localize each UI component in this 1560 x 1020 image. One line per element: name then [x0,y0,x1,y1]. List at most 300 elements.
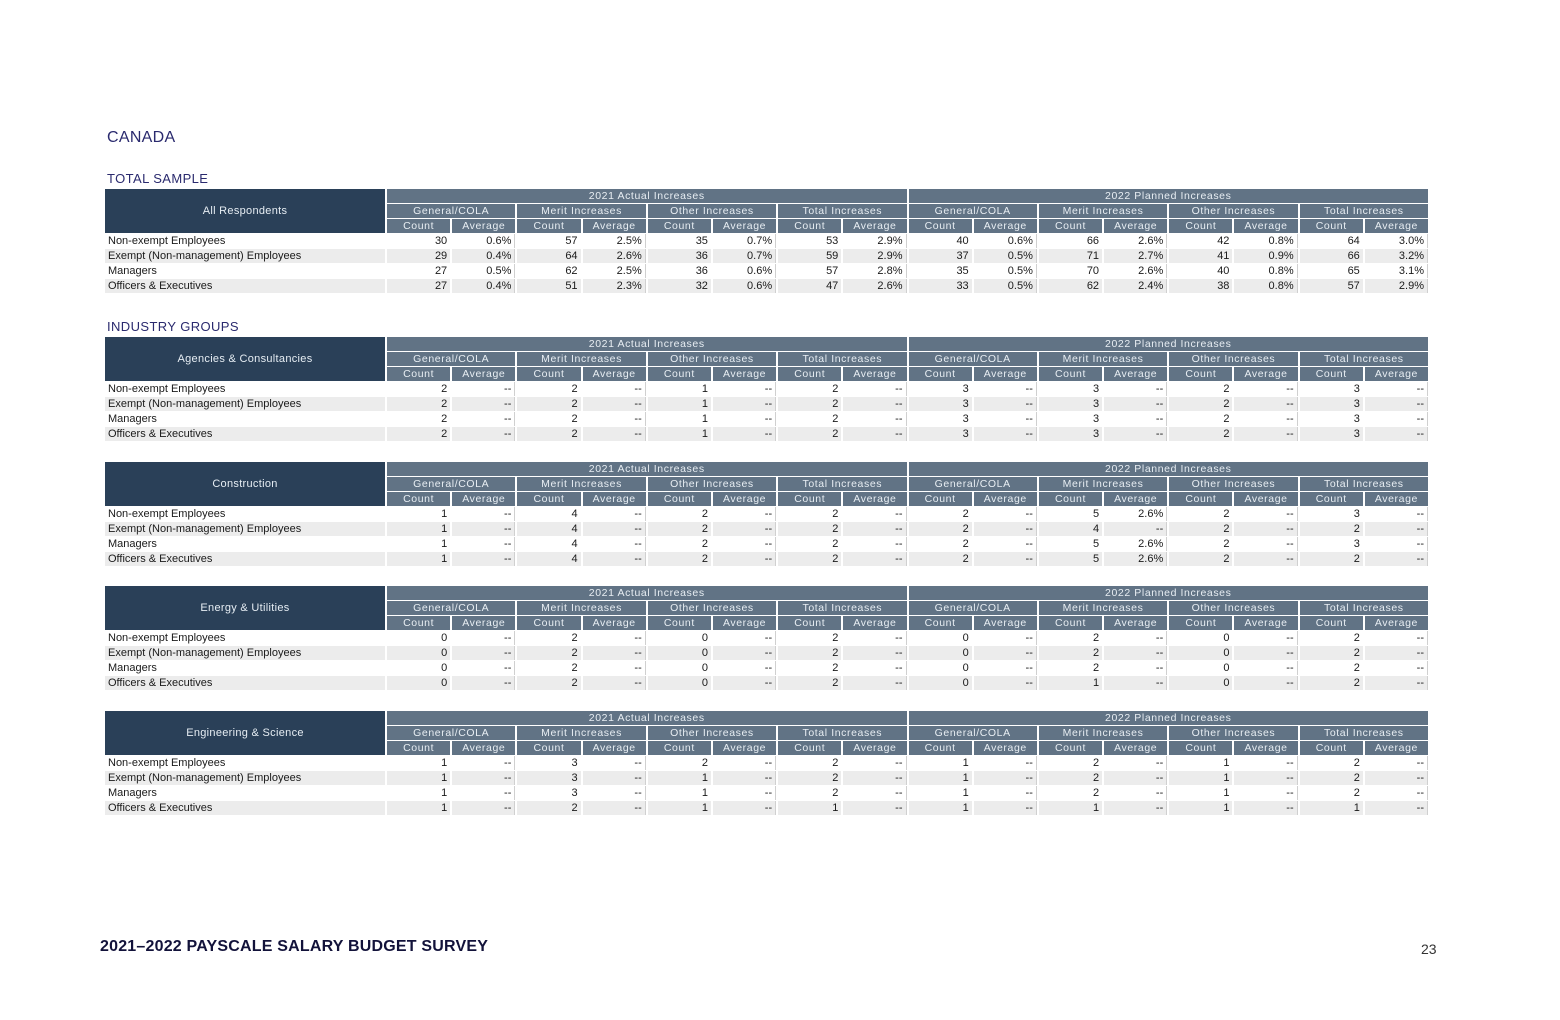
count-cell: 2 [1039,786,1102,800]
category-header: General/COLA [909,352,1037,366]
count-cell: 57 [778,264,841,278]
count-cell: 2 [517,382,580,396]
count-cell: 1 [1039,801,1102,815]
average-header: Average [583,616,646,630]
count-cell: 2 [778,537,841,551]
count-cell: 1 [648,786,711,800]
average-cell: -- [1234,412,1297,426]
average-cell: -- [1234,397,1297,411]
average-cell: -- [1104,631,1167,645]
average-cell: 2.7% [1104,249,1167,263]
average-header: Average [1104,492,1167,506]
average-cell: 2.6% [1104,507,1167,521]
category-header: Other Increases [1169,601,1297,615]
row-label: Officers & Executives [105,552,385,566]
average-cell: -- [452,522,515,536]
average-cell: 0.4% [452,249,515,263]
average-header: Average [583,219,646,233]
average-cell: -- [1365,661,1428,675]
count-header: Count [909,616,972,630]
count-cell: 3 [1039,397,1102,411]
average-cell: -- [583,522,646,536]
average-cell: -- [974,631,1037,645]
count-cell: 0 [648,631,711,645]
average-cell: -- [713,786,776,800]
count-cell: 2 [1039,771,1102,785]
count-cell: 35 [648,234,711,248]
category-header: Total Increases [778,352,906,366]
count-cell: 2 [909,537,972,551]
count-header: Count [1039,741,1102,755]
average-cell: -- [974,676,1037,690]
average-cell: -- [452,771,515,785]
count-cell: 65 [1300,264,1363,278]
average-header: Average [452,616,515,630]
average-cell: -- [713,646,776,660]
table-row [105,397,1428,411]
average-cell: -- [843,801,906,815]
category-header: Other Increases [648,726,776,740]
salary-table [103,461,1430,567]
count-cell: 2 [1300,646,1363,660]
average-cell: 0.8% [1234,264,1297,278]
count-cell: 3 [517,786,580,800]
average-cell: -- [583,631,646,645]
count-cell: 1 [909,756,972,770]
count-cell: 2 [909,507,972,521]
category-header: Other Increases [1169,726,1297,740]
average-cell: -- [1234,382,1297,396]
average-cell: 2.6% [1104,537,1167,551]
average-cell: 0.7% [713,234,776,248]
table-row [105,646,1428,660]
table-row [105,552,1428,566]
count-header: Count [517,741,580,755]
count-cell: 3 [517,756,580,770]
count-cell: 1 [387,786,450,800]
count-cell: 0 [909,676,972,690]
table-row [105,522,1428,536]
count-cell: 2 [1169,537,1232,551]
count-cell: 40 [909,234,972,248]
count-cell: 3 [909,412,972,426]
table-row [105,786,1428,800]
count-cell: 27 [387,279,450,293]
count-cell: 1 [909,786,972,800]
average-cell: -- [1104,801,1167,815]
group-label: Energy & Utilities [105,586,385,630]
count-cell: 2 [778,786,841,800]
average-cell: -- [583,676,646,690]
count-cell: 2 [778,631,841,645]
count-cell: 0 [648,676,711,690]
count-cell: 53 [778,234,841,248]
average-cell: 2.5% [583,264,646,278]
average-cell: -- [583,801,646,815]
row-label: Exempt (Non-management) Employees [105,249,385,263]
average-cell: -- [1365,382,1428,396]
average-header: Average [843,741,906,755]
count-cell: 0 [909,646,972,660]
period-header: 2022 Planned Increases [909,337,1429,351]
row-label: Managers [105,786,385,800]
average-cell: -- [1234,676,1297,690]
count-cell: 0 [648,661,711,675]
average-header: Average [1365,741,1428,755]
table-row [105,507,1428,521]
table-row [105,264,1428,278]
count-cell: 0 [909,631,972,645]
count-cell: 3 [909,382,972,396]
count-cell: 2 [1300,771,1363,785]
period-header: 2022 Planned Increases [909,711,1429,725]
category-header: Merit Increases [1039,204,1167,218]
count-cell: 2 [648,507,711,521]
count-cell: 1 [1169,771,1232,785]
average-cell: 3.0% [1365,234,1428,248]
count-cell: 5 [1039,552,1102,566]
count-cell: 64 [1300,234,1363,248]
average-cell: -- [974,397,1037,411]
count-cell: 42 [1169,234,1232,248]
average-cell: 3.1% [1365,264,1428,278]
count-header: Count [778,367,841,381]
count-cell: 2 [1169,552,1232,566]
average-header: Average [713,492,776,506]
average-cell: -- [1104,676,1167,690]
table-row [105,661,1428,675]
average-cell: -- [1365,771,1428,785]
average-cell: 0.5% [974,279,1037,293]
average-cell: 0.6% [713,279,776,293]
count-cell: 62 [517,264,580,278]
count-cell: 2 [387,412,450,426]
count-cell: 41 [1169,249,1232,263]
count-cell: 2 [909,522,972,536]
category-header: General/COLA [387,726,515,740]
category-header: Other Increases [648,204,776,218]
row-label: Non-exempt Employees [105,234,385,248]
average-cell: -- [1365,412,1428,426]
average-cell: -- [583,786,646,800]
count-header: Count [778,616,841,630]
count-cell: 2 [778,382,841,396]
count-cell: 57 [517,234,580,248]
count-cell: 2 [778,646,841,660]
table-row [105,676,1428,690]
average-header: Average [843,492,906,506]
count-cell: 2 [778,661,841,675]
category-header: General/COLA [909,477,1037,491]
average-header: Average [583,492,646,506]
average-cell: -- [1365,397,1428,411]
average-header: Average [452,741,515,755]
count-cell: 2 [1039,631,1102,645]
category-header: Merit Increases [517,204,645,218]
count-cell: 3 [1039,382,1102,396]
count-cell: 1 [648,397,711,411]
count-cell: 0 [648,646,711,660]
count-cell: 71 [1039,249,1102,263]
average-cell: -- [1234,756,1297,770]
average-cell: -- [1365,507,1428,521]
count-cell: 3 [1300,382,1363,396]
average-cell: -- [843,412,906,426]
category-header: General/COLA [387,352,515,366]
count-cell: 1 [387,522,450,536]
average-cell: -- [452,552,515,566]
average-cell: -- [843,507,906,521]
count-cell: 1 [387,756,450,770]
average-cell: -- [1104,382,1167,396]
count-header: Count [778,219,841,233]
category-header: Other Increases [1169,477,1297,491]
period-header: 2022 Planned Increases [909,189,1429,203]
average-cell: -- [1234,522,1297,536]
section-title-industry-groups: INDUSTRY GROUPS [107,319,239,334]
category-header: Merit Increases [517,352,645,366]
average-cell: 2.9% [1365,279,1428,293]
average-cell: -- [1234,661,1297,675]
average-cell: -- [843,522,906,536]
average-cell: -- [713,676,776,690]
average-cell: -- [583,382,646,396]
average-cell: 0.6% [974,234,1037,248]
count-cell: 59 [778,249,841,263]
table-row [105,771,1428,785]
average-cell: 2.6% [843,279,906,293]
average-cell: -- [843,786,906,800]
average-cell: -- [713,552,776,566]
average-cell: -- [452,786,515,800]
count-cell: 51 [517,279,580,293]
count-cell: 3 [1300,427,1363,441]
category-header: General/COLA [909,726,1037,740]
count-header: Count [517,492,580,506]
average-cell: -- [974,507,1037,521]
category-header: Other Increases [648,601,776,615]
average-cell: 2.6% [1104,234,1167,248]
count-cell: 3 [517,771,580,785]
category-header: Total Increases [1300,204,1428,218]
count-cell: 1 [909,801,972,815]
count-cell: 2 [648,537,711,551]
table-row [105,382,1428,396]
average-cell: -- [713,631,776,645]
category-header: General/COLA [909,204,1037,218]
average-cell: -- [974,522,1037,536]
average-cell: -- [843,661,906,675]
average-header: Average [1104,616,1167,630]
average-cell: -- [1365,537,1428,551]
group-label: Construction [105,462,385,506]
count-cell: 2 [1169,522,1232,536]
count-header: Count [648,741,711,755]
count-cell: 36 [648,249,711,263]
category-header: Total Increases [778,601,906,615]
count-cell: 1 [387,552,450,566]
average-cell: -- [452,412,515,426]
count-cell: 4 [1039,522,1102,536]
count-cell: 1 [1039,676,1102,690]
count-cell: 2 [387,382,450,396]
count-cell: 40 [1169,264,1232,278]
count-cell: 2 [517,427,580,441]
average-cell: 0.5% [974,249,1037,263]
average-cell: -- [452,661,515,675]
category-header: General/COLA [387,204,515,218]
average-header: Average [974,367,1037,381]
count-cell: 2 [1039,646,1102,660]
row-label: Managers [105,537,385,551]
count-header: Count [387,741,450,755]
count-cell: 3 [909,397,972,411]
count-cell: 1 [778,801,841,815]
average-cell: -- [713,801,776,815]
category-header: Other Increases [1169,204,1297,218]
average-header: Average [974,492,1037,506]
page-number: 23 [1421,941,1437,957]
average-cell: -- [974,552,1037,566]
average-header: Average [583,741,646,755]
category-header: Other Increases [1169,352,1297,366]
average-header: Average [713,741,776,755]
count-cell: 1 [1169,786,1232,800]
count-cell: 1 [387,537,450,551]
count-cell: 2 [778,507,841,521]
count-header: Count [387,367,450,381]
average-header: Average [974,741,1037,755]
average-cell: -- [713,661,776,675]
count-cell: 1 [1300,801,1363,815]
count-cell: 4 [517,552,580,566]
category-header: Total Increases [778,726,906,740]
country-title: CANADA [107,129,176,146]
count-header: Count [1300,616,1363,630]
average-header: Average [974,616,1037,630]
count-cell: 2 [778,771,841,785]
count-cell: 62 [1039,279,1102,293]
average-cell: 0.5% [452,264,515,278]
count-cell: 0 [387,631,450,645]
count-header: Count [1039,219,1102,233]
count-cell: 66 [1300,249,1363,263]
average-cell: -- [1365,676,1428,690]
row-label: Officers & Executives [105,676,385,690]
average-cell: -- [583,756,646,770]
count-header: Count [1039,367,1102,381]
average-cell: 2.9% [843,249,906,263]
average-cell: -- [843,771,906,785]
average-cell: -- [843,646,906,660]
average-cell: -- [843,427,906,441]
salary-table [103,336,1430,442]
count-cell: 5 [1039,537,1102,551]
count-cell: 2 [1300,786,1363,800]
table-row [105,801,1428,815]
category-header: Total Increases [1300,726,1428,740]
average-cell: -- [843,382,906,396]
average-cell: -- [713,382,776,396]
average-cell: -- [1365,522,1428,536]
average-cell: 0.6% [713,264,776,278]
report-title: 2021–2022 PAYSCALE SALARY BUDGET SURVEY [100,938,489,955]
count-header: Count [517,367,580,381]
average-cell: -- [974,427,1037,441]
table-row [105,412,1428,426]
count-cell: 2 [517,397,580,411]
average-cell: -- [713,537,776,551]
group-label: Agencies & Consultancies [105,337,385,381]
average-cell: -- [974,786,1037,800]
average-header: Average [713,616,776,630]
count-header: Count [387,616,450,630]
count-cell: 57 [1300,279,1363,293]
count-cell: 2 [517,801,580,815]
category-header: Merit Increases [517,477,645,491]
count-cell: 30 [387,234,450,248]
count-cell: 66 [1039,234,1102,248]
average-cell: 2.5% [583,234,646,248]
average-header: Average [843,367,906,381]
row-label: Non-exempt Employees [105,756,385,770]
count-header: Count [1039,492,1102,506]
row-label: Exempt (Non-management) Employees [105,771,385,785]
count-cell: 36 [648,264,711,278]
period-header: 2021 Actual Increases [387,189,907,203]
count-cell: 29 [387,249,450,263]
count-cell: 2 [1039,661,1102,675]
average-cell: -- [713,427,776,441]
count-cell: 4 [517,522,580,536]
average-cell: -- [583,661,646,675]
average-cell: -- [1234,801,1297,815]
average-cell: -- [1365,631,1428,645]
count-cell: 1 [909,771,972,785]
average-cell: 3.2% [1365,249,1428,263]
average-header: Average [1234,219,1297,233]
count-header: Count [387,492,450,506]
average-cell: -- [1104,786,1167,800]
count-cell: 1 [387,771,450,785]
average-cell: -- [452,507,515,521]
table-row [105,631,1428,645]
count-header: Count [1169,741,1232,755]
average-cell: -- [713,412,776,426]
count-cell: 2 [648,552,711,566]
count-cell: 1 [387,801,450,815]
row-label: Non-exempt Employees [105,382,385,396]
average-cell: -- [452,382,515,396]
average-cell: -- [1104,661,1167,675]
average-header: Average [843,219,906,233]
category-header: Other Increases [648,352,776,366]
count-cell: 47 [778,279,841,293]
count-cell: 2 [517,676,580,690]
category-header: Merit Increases [1039,352,1167,366]
average-cell: 2.4% [1104,279,1167,293]
count-cell: 5 [1039,507,1102,521]
average-cell: -- [1104,756,1167,770]
count-header: Count [517,616,580,630]
count-header: Count [648,492,711,506]
category-header: Merit Increases [517,601,645,615]
average-cell: -- [583,646,646,660]
average-cell: -- [843,537,906,551]
count-cell: 2 [648,756,711,770]
count-header: Count [1300,741,1363,755]
average-cell: -- [843,552,906,566]
